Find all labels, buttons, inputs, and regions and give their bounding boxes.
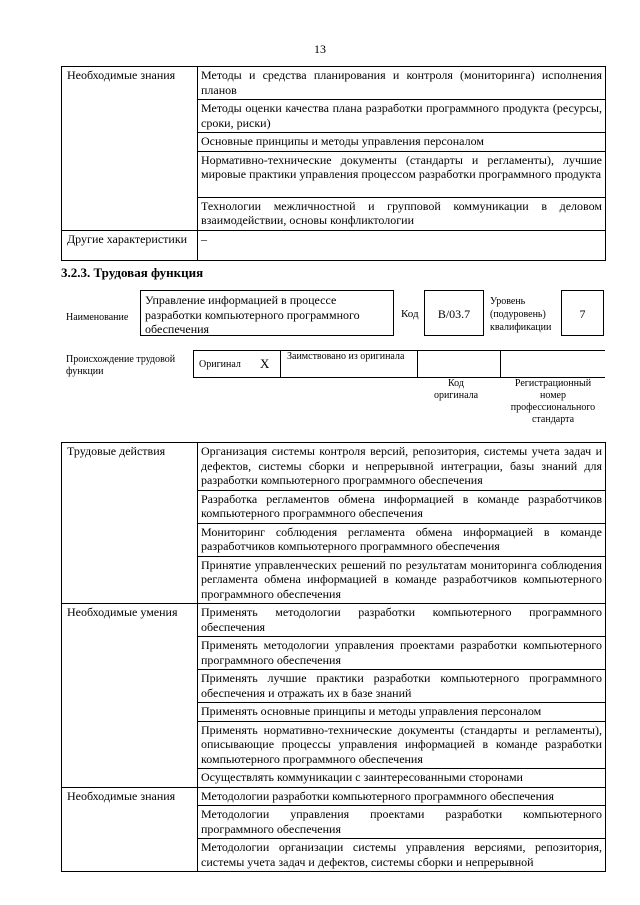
row-label: Необходимые знания: [62, 67, 198, 231]
table-cell: Применять методологии управления проектами разработки компьютерного программного обеспечения: [198, 637, 606, 670]
table-cell: Методы и средства планирования и контроля (мониторинга) исполнения планов: [198, 67, 606, 100]
table-cell: Мониторинг соблюдения регламента обмена информацией в команде разработчиков компьютерного программного обеспечения: [198, 523, 606, 556]
table-cell: Методологии управления проектами разработки компьютерного программного обеспечения: [198, 806, 606, 839]
table-cell: Разработка регламентов обмена информацией в команде разработчиков компьютерного программного обеспечения: [198, 490, 606, 523]
reg-number-caption: Регистрационный номер профессионального стандарта: [510, 378, 596, 425]
code-value: B/03.7: [437, 307, 471, 321]
page-number: 13: [314, 42, 326, 56]
code-box: [424, 290, 484, 336]
table-cell: Методологии организации системы управления версиями, репозитория, системы учета задач и дефектов, системы сборки и непрерывной: [198, 839, 606, 872]
table-cell: –: [198, 230, 606, 260]
table-cell: Методологии разработки компьютерного программного обеспечения: [198, 787, 606, 806]
table-row: [62, 604, 606, 637]
code-label: Код: [401, 308, 419, 320]
row-label: Необходимые умения: [62, 604, 198, 788]
table-row: [62, 787, 606, 806]
knowledge-table-top: [61, 66, 606, 261]
table-cell: Применять нормативно-технические документы (стандарты и регламенты), описывающие процессы управления информацией в команде разработки компьютерного программного обеспечения: [198, 721, 606, 769]
table-cell: Нормативно-технические документы (стандарты и регламенты), лучшие мировые практики управления процессом разработки программного продукта: [198, 151, 606, 197]
table-row: [62, 67, 606, 100]
name-box: [140, 290, 394, 336]
table-cell: Применять лучшие практики разработки компьютерного программного обеспечения и отражать их в базе знаний: [198, 670, 606, 703]
level-box: [561, 290, 604, 336]
reg-number-cell: [500, 350, 605, 378]
borrowed-label: Заимствовано из оригинала: [287, 351, 405, 362]
row-label: Трудовые действия: [62, 443, 198, 604]
original-mark: X: [260, 356, 270, 371]
table-cell: Методы оценки качества плана разработки программного продукта (ресурсы, сроки, риски): [198, 100, 606, 133]
table-cell: Применять методологии разработки компьютерного программного обеспечения: [198, 604, 606, 637]
table-cell: Основные принципы и методы управления персоналом: [198, 133, 606, 152]
table-cell: Принятие управленческих решений по результатам мониторинга соблюдения регламента обмена информацией в команде разработчиков компьютерного программного обеспечения: [198, 556, 606, 604]
table-cell: Применять основные принципы и методы управления персоналом: [198, 703, 606, 722]
name-label: Наименование: [66, 312, 129, 323]
code-original-cell: [417, 350, 501, 378]
level-value: 7: [579, 307, 586, 321]
row-label: Необходимые знания: [62, 787, 198, 872]
name-value: Управление информацией в процессе разработки компьютерного программного обеспечения: [145, 293, 360, 336]
original-label: Оригинал: [199, 359, 241, 370]
table-row: [62, 230, 606, 260]
table-cell: Организация системы контроля версий, репозитория, системы учета задач и дефектов, системы сборки и непрерывной интеграции, базы знаний для разработки компьютерного программного обеспечения: [198, 443, 606, 491]
main-table: [61, 442, 606, 872]
section-title: 3.2.3. Трудовая функция: [61, 265, 204, 280]
table-cell: Технологии межличностной и групповой коммуникации в деловом взаимодействии, основы конфликтологии: [198, 197, 606, 230]
table-cell: Осуществлять коммуникации с заинтересованными сторонами: [198, 769, 606, 788]
code-original-caption: Код оригинала: [433, 378, 479, 401]
table-row: [62, 443, 606, 491]
row-label: Другие характеристики: [62, 230, 198, 260]
origin-label: Происхождение трудовой функции: [66, 354, 176, 377]
level-label: Уровень (подуровень) квалификации: [490, 296, 552, 333]
